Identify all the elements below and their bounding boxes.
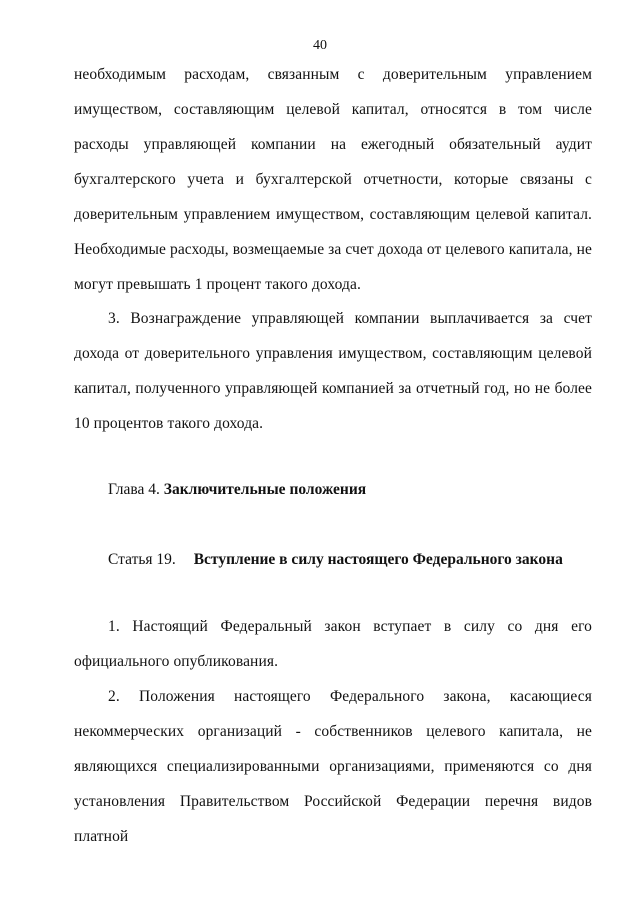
article-title: Вступление в силу настоящего Федерального закона [193,551,563,568]
page-number: 40 [313,38,327,53]
paragraph-text: необходимым расходам, связанным с доверительным управлением имуществом, составляющим целевой капитал, относятся в том числе расходы управляющей компании на ежегодный обязательный аудит бухгалтерского учета и бухгалтерской отчетности, которые связаны с доверительным управлением имуществом, составляющим целевой капитал. Необходимые расходы, возмещаемые за счет дохода от целевого капитала, не могут превышать 1 процент такого дохода. [74,66,592,293]
article-heading [108,548,563,572]
section-text: 2. Положения настоящего Федерального закона, касающиеся некоммерческих организаций - собственников целевого капитала, не являющихся специализированными организациями, применяются со дня установления Правительством Российской Федерации перечня видов платной [74,688,592,845]
paragraph-remuneration [74,301,592,441]
chapter-title: Заключительные положения [163,481,367,498]
section-text: 1. Настоящий Федеральный закон вступает в силу со дня его официального опубликования. [74,618,592,670]
section-1 [74,609,592,679]
paragraph-expenses [74,57,592,302]
article-prefix: Статья 19. [108,551,176,568]
paragraph-text: 3. Вознаграждение управляющей компании выплачивается за счет дохода от доверительного управления имуществом, составляющим целевой капитал, полученного управляющей компанией за отчетный год, но не более 10 процентов такого дохода. [74,310,592,432]
section-2 [74,679,592,854]
chapter-heading [108,478,366,502]
chapter-prefix: Глава 4. [108,481,160,498]
